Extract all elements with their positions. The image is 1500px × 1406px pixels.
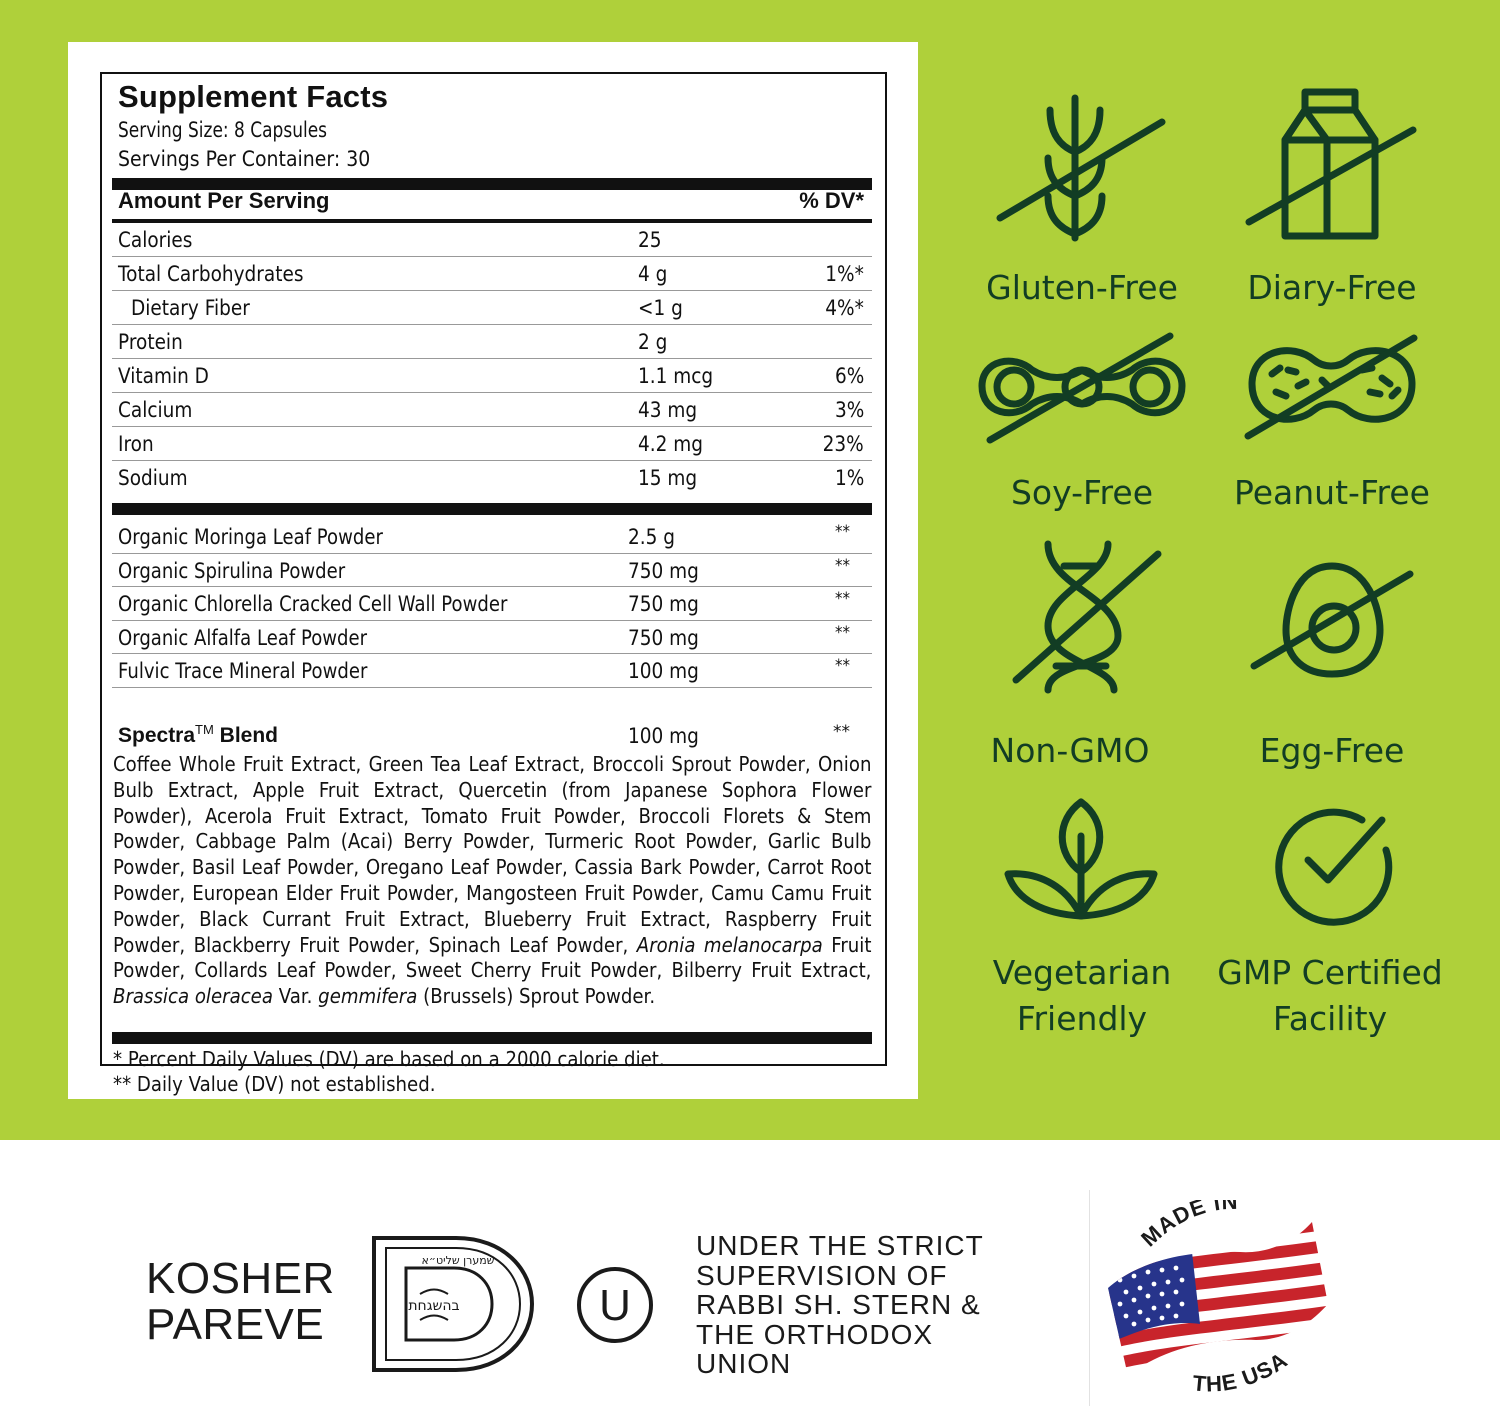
egg-free-label: Egg-Free — [1259, 731, 1405, 770]
spectra-blend-dv: ** — [833, 722, 850, 742]
vegetarian-line1: Vegetarian — [992, 953, 1172, 992]
dairy-free-badge — [1245, 86, 1420, 246]
gmp-line1: GMP Certified — [1217, 953, 1443, 992]
footnote-percent-dv: * Percent Daily Values (DV) are based on a 2000 calorie diet. — [113, 1047, 665, 1071]
check-circle-icon — [1268, 800, 1398, 926]
spectra-blend-description: Coffee Whole Fruit Extract, Green Tea Leaf Extract, Broccoli Sprout Powder, Onion Bulb Extract, Apple Fruit Extract, Quercetin (from Japanese Sophora Flower Powder), Acerola Fruit Extract, Tomato Fruit Powder, Broccoli Florets & Stem Powder, Cabbage Palm (Acai) Berry Powder, Turmeric Root Powder, Garlic Bulb Powder, Basil Leaf Powder, Oregano Leaf Powder, Cassia Bark Powder, Carrot Root Powder, European Elder Fruit Powder, Mangosteen Fruit Powder, Camu Camu Fruit Powder, Black Currant Fruit Extract, Blueberry Fruit Extract, Raspberry Fruit Powder, Blackberry Fruit Powder, Spinach Leaf Powder, Aronia melanocarpa Fruit Powder, Collards Leaf Powder, Sweet Cherry Fruit Powder, Bilberry Fruit Extract, Brassica oleracea Var. gemmifera (Brussels) Sprout Powder. — [113, 752, 872, 1009]
leaf-sprout-icon — [1004, 796, 1159, 921]
ingredient-dv: ** — [835, 522, 850, 542]
nutrient-amount: <1 g — [638, 296, 683, 320]
svg-text:שמערן שליט״א: שמערן שליט״א — [421, 1254, 495, 1267]
servings-per-container: Servings Per Container: 30 — [118, 147, 371, 171]
ingredient-amount: 750 mg — [628, 625, 699, 650]
supplement-facts-panel — [100, 72, 887, 1096]
nutrient-row — [112, 291, 872, 325]
nutrient-dv: 1%* — [825, 262, 864, 286]
nutrient-dv: 1% — [834, 466, 864, 490]
svg-text:U: U — [599, 1281, 631, 1330]
vegetarian-line2: Friendly — [1016, 999, 1148, 1038]
soy-free-label: Soy-Free — [1010, 473, 1154, 512]
ingredient-amount: 2.5 g — [628, 525, 675, 549]
peanut-crossed-icon — [1242, 330, 1422, 446]
vegetarian-badge — [1004, 796, 1159, 921]
supervision-text: UNDER THE STRICT SUPERVISION OF RABBI SH. STERN & THE ORTHODOX UNION — [696, 1230, 984, 1379]
thick-divider — [112, 503, 872, 515]
peanut-free-badge — [1242, 330, 1422, 446]
supplement-facts-title: Supplement Facts — [118, 79, 389, 114]
nutrient-row — [112, 461, 872, 495]
nutrient-row — [112, 359, 872, 393]
egg-crossed-icon — [1250, 560, 1415, 680]
amount-per-serving-header — [112, 188, 872, 218]
nutrient-row — [112, 257, 872, 291]
serving-size: Serving Size: 8 Capsules — [118, 118, 328, 142]
soybean-crossed-icon — [974, 330, 1189, 446]
nutrient-amount: 1.1 mcg — [638, 364, 714, 388]
nutrient-name: Total Carbohydrates — [118, 262, 304, 286]
gluten-free-label: Gluten-Free — [986, 268, 1178, 307]
ingredient-dv: ** — [835, 555, 850, 576]
us-flag-icon — [1100, 1200, 1340, 1400]
dv-header: % DV* — [799, 188, 864, 213]
ingredient-dv: ** — [835, 589, 850, 610]
ingredient-row — [112, 554, 872, 588]
ingredient-amount: 750 mg — [628, 592, 699, 617]
kosher-d-seal — [370, 1234, 536, 1379]
nutrient-row — [112, 223, 872, 257]
gmp-certified-label — [1200, 950, 1460, 1042]
svg-text:THE USA: THE USA — [1191, 1346, 1293, 1397]
gmp-certified-badge — [1268, 800, 1398, 926]
nutrient-name: Iron — [118, 432, 154, 456]
nutrient-row — [112, 393, 872, 427]
nutrient-name: Protein — [118, 330, 183, 354]
made-in-usa-badge — [1100, 1200, 1340, 1405]
ingredient-name: Organic Chlorella Cracked Cell Wall Powder — [118, 592, 508, 617]
pareve-word: PAREVE — [146, 1300, 325, 1349]
dna-crossed-icon — [1008, 536, 1168, 696]
nutrient-amount: 25 — [638, 228, 662, 252]
nutrient-dv: 4%* — [825, 296, 864, 320]
nutrient-name: Dietary Fiber — [131, 296, 250, 320]
nutrient-name: Vitamin D — [118, 364, 209, 388]
soy-free-badge — [974, 330, 1189, 446]
ou-symbol — [575, 1265, 655, 1350]
vegetarian-friendly-label — [952, 950, 1212, 1042]
non-gmo-badge — [1008, 536, 1168, 696]
nutrient-row — [112, 427, 872, 461]
nutrient-amount: 2 g — [638, 330, 668, 354]
svg-text:בהשגחת: בהשגחת — [408, 1298, 460, 1314]
supplement-facts-card — [68, 42, 918, 1099]
ingredient-amount: 100 mg — [628, 659, 699, 684]
nutrient-dv: 6% — [834, 364, 864, 388]
milk-carton-crossed-icon — [1245, 86, 1420, 246]
footnote-dv-not-established: ** Daily Value (DV) not established. — [113, 1072, 436, 1096]
thick-divider — [112, 1032, 872, 1044]
spectra-blend-amount: 100 mg — [628, 724, 699, 748]
peanut-free-label: Peanut-Free — [1234, 473, 1430, 512]
ingredient-name: Organic Spirulina Powder — [118, 558, 346, 583]
kosher-word: KOSHER — [146, 1254, 335, 1303]
wheat-crossed-icon — [990, 88, 1170, 248]
svg-text:MADE IN: MADE IN — [1136, 1200, 1239, 1252]
nutrient-name: Sodium — [118, 466, 188, 490]
nutrient-name: Calories — [118, 228, 193, 252]
ingredient-row — [112, 621, 872, 655]
ingredient-row — [112, 654, 872, 688]
ingredient-amount: 750 mg — [628, 558, 699, 583]
gmp-line2: Facility — [1272, 999, 1388, 1038]
nutrient-amount: 43 mg — [638, 398, 698, 422]
nutrient-row — [112, 325, 872, 359]
nutrient-amount: 4.2 mg — [638, 432, 703, 456]
nutrient-amount: 4 g — [638, 262, 668, 286]
ingredient-dv: ** — [835, 622, 850, 643]
ingredient-name: Organic Moringa Leaf Powder — [118, 525, 383, 549]
nutrient-amount: 15 mg — [638, 466, 698, 490]
nutrient-dv: 3% — [834, 398, 864, 422]
kosher-pareve-text — [146, 1254, 335, 1349]
ingredient-row — [112, 587, 872, 621]
amount-header: Amount Per Serving — [118, 188, 330, 213]
non-gmo-label: Non-GMO — [990, 731, 1150, 770]
ingredient-name: Fulvic Trace Mineral Powder — [118, 659, 368, 684]
nutrient-dv: 23% — [822, 432, 864, 456]
egg-free-badge — [1250, 560, 1415, 680]
spectra-blend-name: Spectra™ Blend — [118, 722, 278, 747]
dairy-free-label: Diary-Free — [1247, 268, 1417, 307]
vertical-divider — [1089, 1190, 1090, 1406]
nutrient-name: Calcium — [118, 398, 193, 422]
ingredient-dv: ** — [835, 656, 850, 677]
ingredient-row — [112, 520, 872, 554]
ingredient-name: Organic Alfalfa Leaf Powder — [118, 625, 368, 650]
gluten-free-badge — [990, 88, 1170, 248]
